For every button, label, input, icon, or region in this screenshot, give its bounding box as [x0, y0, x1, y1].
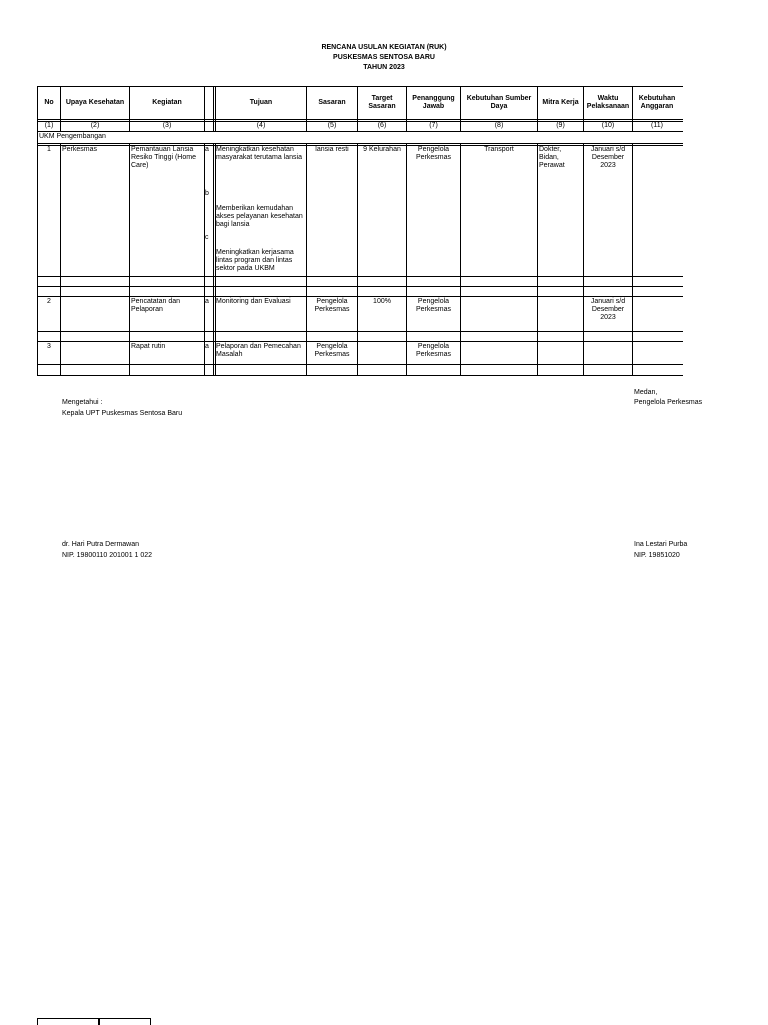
- row-sasaran: Pengelola Perkesmas: [314, 343, 350, 358]
- table-line: [37, 131, 38, 375]
- header-penanggung-jawab: Penanggung Jawab: [412, 95, 455, 110]
- sig-left-role: Kepala UPT Puskesmas Sentosa Baru: [62, 410, 183, 417]
- table-line: [37, 143, 683, 144]
- row-kegiatan: Rapat rutin: [131, 343, 166, 350]
- col-number: (2): [90, 122, 100, 129]
- tujuan-text: Monitoring dan Evaluasi: [216, 298, 291, 305]
- row-no: 3: [47, 343, 51, 350]
- row-target: 100%: [373, 298, 391, 305]
- tujuan-letter: a: [205, 146, 209, 153]
- header-anggaran: Kebutuhan Anggaran: [638, 95, 676, 110]
- table-line: [213, 86, 214, 131]
- header-kebutuhan-sumber-daya: Kebutuhan Sumber Daya: [466, 95, 532, 110]
- sig-right-nip: NIP. 19851020: [634, 552, 680, 559]
- header-waktu: Waktu Pelaksanaan: [586, 95, 630, 110]
- header-kegiatan: Kegiatan: [152, 99, 182, 106]
- table-line: [60, 143, 61, 375]
- sig-right-name: Ina Lestari Purba: [634, 541, 688, 548]
- header-tujuan: Tujuan: [249, 99, 273, 106]
- header-no: No: [44, 99, 54, 106]
- table-line: [406, 143, 407, 375]
- table-line: [204, 86, 205, 131]
- table-border-bottom: [37, 375, 683, 376]
- header-upaya: Upaya Kesehatan: [65, 99, 125, 106]
- table-line: [37, 341, 683, 342]
- table-line: [37, 364, 683, 365]
- col-number: (9): [556, 122, 565, 129]
- sig-right-place: Medan,: [634, 389, 658, 396]
- tujuan-text: Memberikan kemudahan akses pelayanan kesehatan bagi lansia: [216, 205, 303, 228]
- tujuan-text: Pelaporan dan Pemecahan Masalah: [216, 343, 301, 358]
- sig-left-label: Mengetahui :: [62, 399, 103, 406]
- header-sasaran: Sasaran: [318, 99, 346, 106]
- col-number: (6): [377, 122, 387, 129]
- row-target: 9 Kelurahan: [363, 146, 401, 153]
- header-target: Target Sasaran: [368, 95, 396, 110]
- table-line: [204, 143, 205, 375]
- sig-right-role: Pengelola Perkesmas: [634, 399, 703, 406]
- row-pj: Pengelola Perkesmas: [415, 146, 451, 161]
- table-line: [37, 276, 683, 277]
- row-no: 1: [47, 146, 51, 153]
- col-number: (10): [601, 122, 615, 129]
- title-line-3: TAHUN 2023: [363, 64, 405, 71]
- row-sasaran: Pengelola Perkesmas: [314, 298, 350, 313]
- sig-left-name: dr. Hari Putra Dermawan: [62, 541, 140, 548]
- row-waktu: Januari s/d Desember 2023: [590, 146, 626, 169]
- row-mitra: Dokter, Bidan, Perawat: [539, 146, 565, 169]
- row-ksd: Transport: [484, 146, 514, 153]
- col-number: (3): [162, 122, 172, 129]
- tujuan-letter: b: [205, 190, 209, 197]
- table-line: [37, 131, 683, 132]
- row-no: 2: [47, 298, 51, 305]
- table-line: [37, 296, 683, 297]
- col-number: (11): [651, 122, 663, 129]
- tujuan-letter: a: [205, 298, 209, 305]
- col-number: (7): [429, 122, 438, 129]
- table-line: [460, 143, 461, 375]
- table-line: [129, 143, 130, 375]
- table-line: [537, 143, 538, 375]
- tujuan-text: Meningkatkan kerjasama lintas program dan lintas sektor pada UKBM: [216, 249, 294, 272]
- table-line: [213, 143, 214, 375]
- title-line-1: RENCANA USULAN KEGIATAN (RUK): [321, 44, 447, 51]
- table-line: [306, 143, 307, 375]
- row-kegiatan: Pencatatan dan Pelaporan: [131, 298, 181, 313]
- header-mitra-kerja: Mitra Kerja: [542, 99, 579, 106]
- table-line: [37, 286, 683, 287]
- tujuan-text: Meningkatkan kesehatan masyarakat terutama lansia: [216, 146, 302, 161]
- table-line: [37, 119, 683, 120]
- row-sasaran: lansia resti: [315, 146, 349, 153]
- row-pj: Pengelola Perkesmas: [415, 298, 451, 313]
- title-line-2: PUSKESMAS SENTOSA BARU: [333, 54, 435, 61]
- col-number: (5): [327, 122, 337, 129]
- section-label: UKM Pengembangan: [39, 133, 106, 140]
- table-line: [583, 143, 584, 375]
- table-line: [632, 143, 633, 375]
- row-kegiatan: Pemantauan Lansia Resiko Tinggi (Home Care): [131, 146, 196, 169]
- row-waktu: Januari s/d Desember 2023: [590, 298, 626, 321]
- col-number: (4): [256, 122, 266, 129]
- sig-left-nip: NIP. 19800110 201001 1 022: [62, 552, 153, 559]
- table-line: [37, 331, 683, 332]
- col-number: (8): [494, 122, 504, 129]
- row-pj: Pengelola Perkesmas: [415, 343, 451, 358]
- row-upaya: Perkesmas: [62, 146, 98, 153]
- tujuan-letter: c: [205, 234, 209, 241]
- table-line: [357, 143, 358, 375]
- bottom-table-edge: [37, 1018, 100, 1025]
- bottom-table-edge: [98, 1018, 151, 1025]
- tujuan-letter: a: [205, 343, 209, 350]
- col-number: (1): [44, 122, 54, 129]
